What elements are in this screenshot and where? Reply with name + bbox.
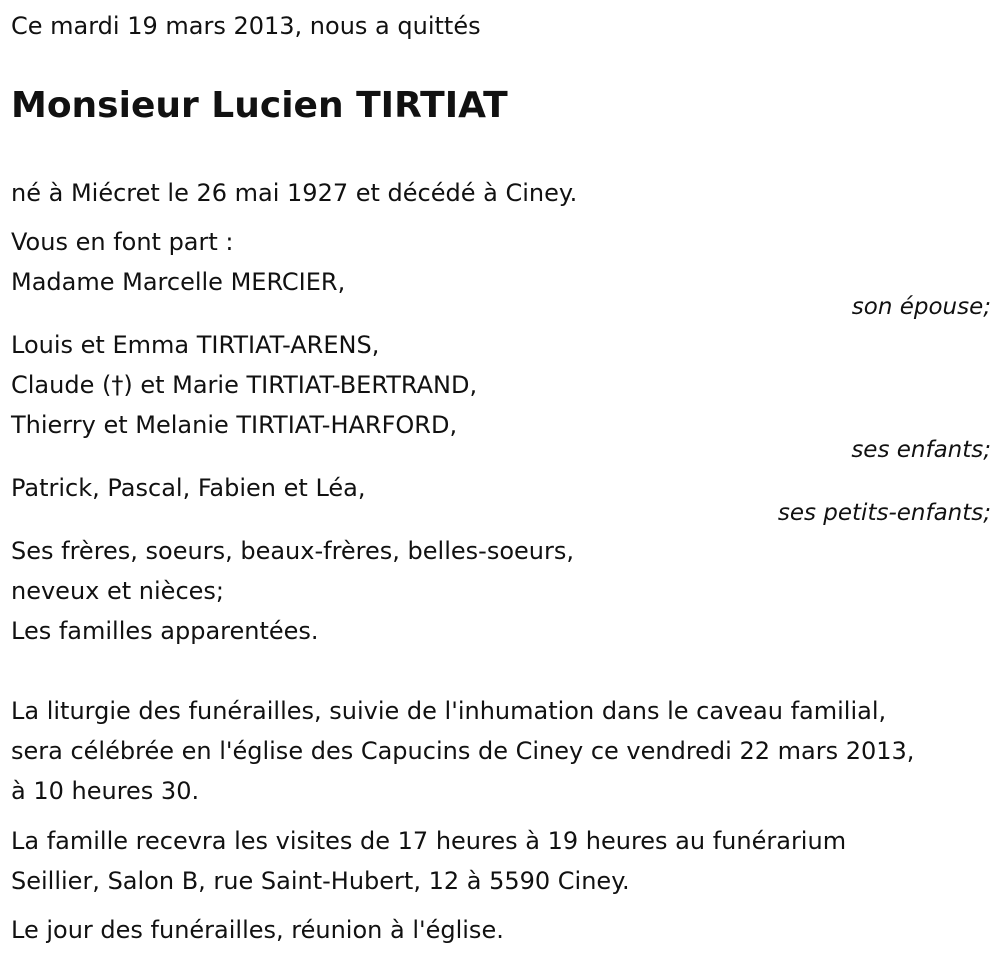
children-relation: ses enfants;	[851, 437, 991, 463]
family-line: Ses frères, soeurs, beaux-frères, belles-soeurs,	[11, 537, 574, 565]
spouse-line: Madame Marcelle MERCIER,	[11, 268, 346, 296]
visits-block	[11, 821, 991, 901]
grandchildren-line: Patrick, Pascal, Fabien et Léa,	[11, 474, 366, 502]
birth-death-line: né à Miécret le 26 mai 1927 et décédé à Ciney.	[11, 179, 578, 207]
announce-line: Vous en font part :	[11, 228, 234, 256]
funeral-line: La liturgie des funérailles, suivie de l'inhumation dans le caveau familial,	[11, 697, 887, 725]
spouse-relation: son épouse;	[851, 294, 991, 320]
visits-line: Seillier, Salon B, rue Saint-Hubert, 12 à 5590 Ciney.	[11, 867, 630, 895]
intro-line: Ce mardi 19 mars 2013, nous a quittés	[11, 12, 481, 40]
visits-line: La famille recevra les visites de 17 heures à 19 heures au funérarium	[11, 827, 847, 855]
child-line: Louis et Emma TIRTIAT-ARENS,	[11, 331, 380, 359]
children-block	[11, 325, 991, 445]
closing-line: Le jour des funérailles, réunion à l'église.	[11, 916, 504, 944]
grandchildren-relation: ses petits-enfants;	[777, 500, 991, 526]
child-line: Claude (†) et Marie TIRTIAT-BERTRAND,	[11, 371, 478, 399]
funeral-line: sera célébrée en l'église des Capucins de Ciney ce vendredi 22 mars 2013,	[11, 737, 915, 765]
funeral-block	[11, 691, 991, 811]
family-line: Les familles apparentées.	[11, 617, 319, 645]
birth-death-block	[11, 173, 991, 213]
funeral-line: à 10 heures 30.	[11, 777, 200, 805]
announcement-block	[11, 222, 991, 302]
family-line: neveux et nièces;	[11, 577, 224, 605]
extended-family-block	[11, 531, 991, 651]
closing-block	[11, 910, 991, 950]
child-line: Thierry et Melanie TIRTIAT-HARFORD,	[11, 411, 458, 439]
deceased-name: Monsieur Lucien TIRTIAT	[11, 85, 508, 126]
